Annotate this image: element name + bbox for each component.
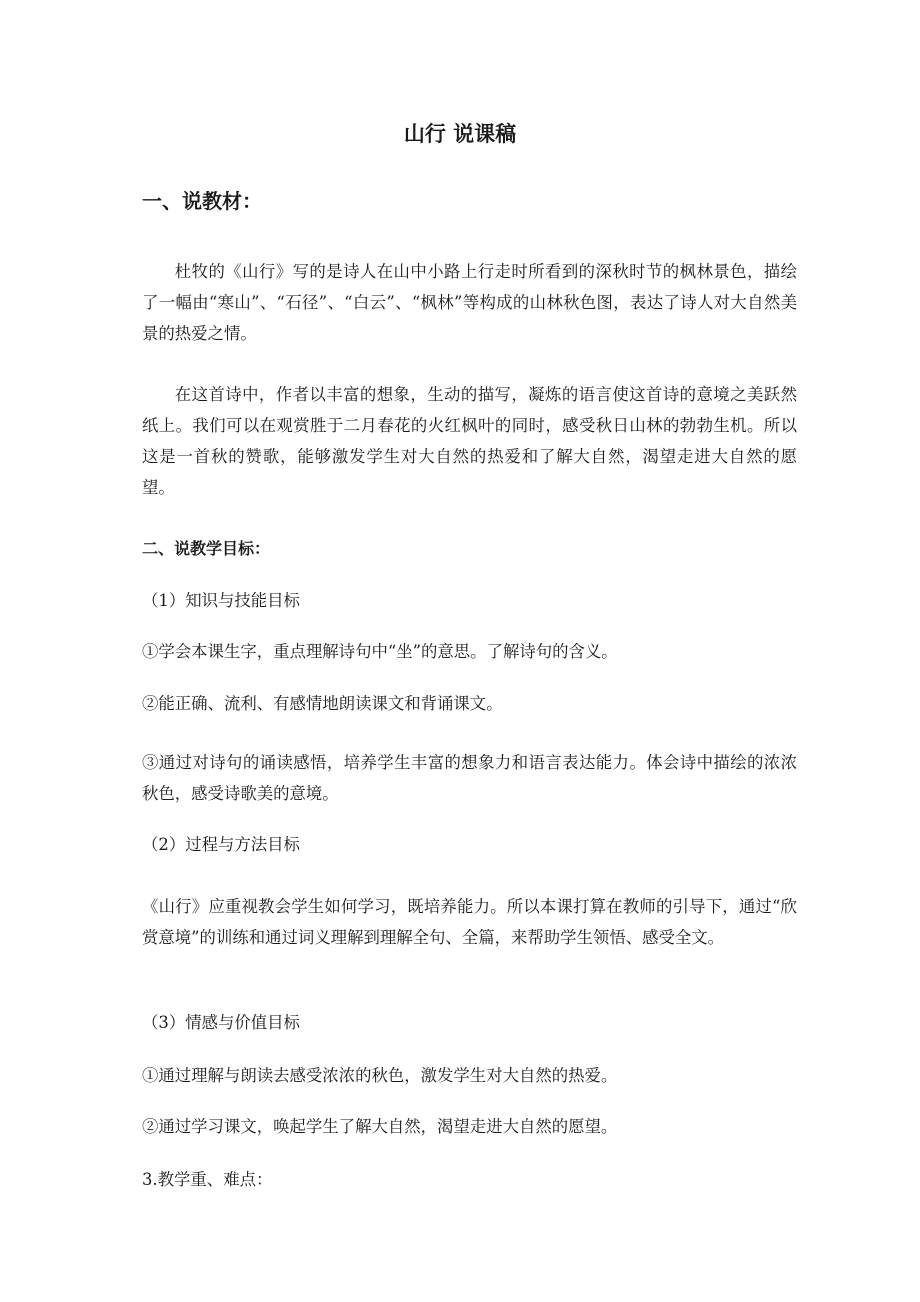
page-title: 山行 说课稿: [403, 122, 517, 146]
goal-process-text: 《山行》应重视教会学生如何学习，既培养能力。所以本课打算在教师的引导下，通过“欣赏意境”的训练和通过词义理解到理解全句、全篇，来帮助学生领悟、感受全文。: [142, 897, 797, 947]
goal-item: ①通过理解与朗读去感受浓浓的秋色，激发学生对大自然的热爱。: [142, 1066, 618, 1085]
goal-item: ③通过对诗句的诵读感悟，培养学生丰富的想象力和语言表达能力。体会诗中描绘的浓浓秋色，感受诗歌美的意境。: [142, 753, 797, 803]
goal-label-knowledge: （1）知识与技能目标: [142, 591, 300, 610]
paragraph-materials-2: 在这首诗中，作者以丰富的想象，生动的描写，凝炼的语言使这首诗的意境之美跃然纸上。我们可以在观赏胜于二月春花的火红枫叶的同时，感受秋日山林的勃勃生机。所以这是一首秋的赞歌，能够激发学生对大自然的热爱和了解大自然，渴望走进大自然的愿望。: [142, 385, 797, 497]
goal-item: ①学会本课生字，重点理解诗句中“坐”的意思。了解诗句的含义。: [142, 642, 618, 661]
goal-label-emotion: （3）情感与价值目标: [142, 1013, 300, 1032]
section-heading-materials: 一、说教材：: [142, 189, 262, 213]
goal-label-process: （2）过程与方法目标: [142, 835, 300, 854]
goal-item: ②能正确、流利、有感情地朗读课文和背诵课文。: [142, 694, 503, 713]
paragraph-materials-1: 杜牧的《山行》写的是诗人在山中小路上行走时所看到的深秋时节的枫林景色，描绘了一幅由“寒山”、“石径”、“白云”、“枫林”等构成的山林秋色图，表达了诗人对大自然美景的热爱之情。: [142, 262, 797, 343]
goal-item: ②通过学习课文，唤起学生了解大自然，渴望走进大自然的愿望。: [142, 1117, 618, 1136]
section-heading-goals: 二、说教学目标：: [142, 539, 271, 558]
section-heading-key-points: 3.教学重、难点：: [142, 1170, 273, 1189]
